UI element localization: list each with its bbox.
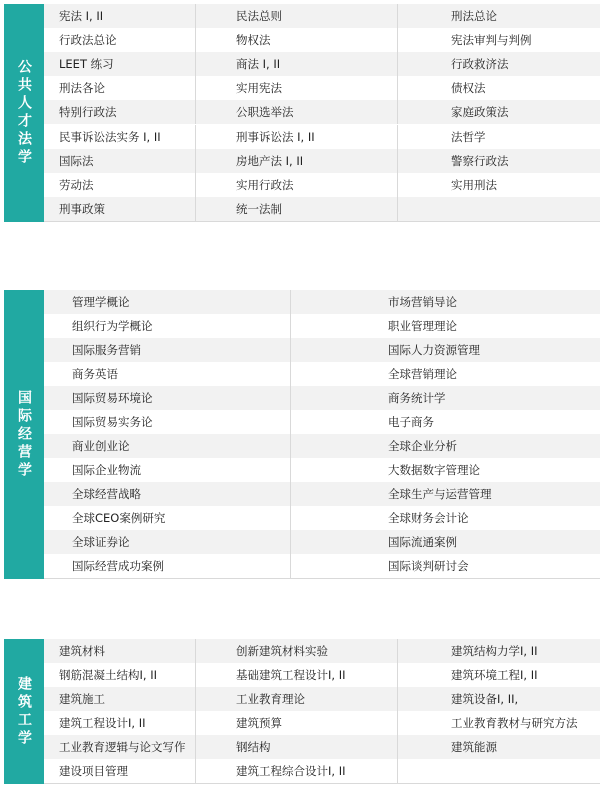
course-cell: 工业教育理论 (196, 687, 398, 711)
course-cell: 公职选举法 (196, 100, 398, 124)
section-international-business (4, 290, 600, 579)
course-cell: 全球生产与运营管理 (291, 482, 600, 506)
course-cell: 基础建筑工程设计I, II (196, 663, 398, 687)
course-cell: 商业创业论 (44, 434, 291, 458)
course-cell: 刑法各论 (44, 76, 196, 100)
course-cell: 刑事诉讼法 I, II (196, 125, 398, 149)
course-cell: 实用行政法 (196, 173, 398, 197)
course-cell: 职业管理理论 (291, 314, 600, 338)
course-cell: 建筑设备I, II, (398, 687, 600, 711)
section-architecture-engineering (4, 639, 600, 784)
course-cell: 特别行政法 (44, 100, 196, 124)
course-grid (44, 639, 600, 784)
course-cell (398, 759, 600, 784)
course-cell: 建筑预算 (196, 711, 398, 735)
course-cell: 房地产法 I, II (196, 149, 398, 173)
course-grid (44, 290, 600, 579)
course-cell: 建筑工程设计I, II (44, 711, 196, 735)
course-cell: 国际法 (44, 149, 196, 173)
course-cell: 债权法 (398, 76, 600, 100)
course-cell: 国际企业物流 (44, 458, 291, 482)
course-cell: 全球企业分析 (291, 434, 600, 458)
course-cell: 工业教育逻辑与论文写作 (44, 735, 196, 759)
section-label: 公共人才法学 (16, 59, 32, 167)
course-cell: 民法总则 (196, 4, 398, 28)
course-cell: 国际谈判研讨会 (291, 554, 600, 579)
course-cell: 国际人力资源管理 (291, 338, 600, 362)
course-cell: 全球财务会计论 (291, 506, 600, 530)
course-cell: 商务英语 (44, 362, 291, 386)
course-cell: 建筑结构力学I, II (398, 639, 600, 663)
course-cell: 建筑工程综合设计I, II (196, 759, 398, 784)
course-cell: 实用刑法 (398, 173, 600, 197)
course-cell: 创新建筑材料实验 (196, 639, 398, 663)
course-grid (44, 4, 600, 222)
course-cell: 钢结构 (196, 735, 398, 759)
course-cell: 劳动法 (44, 173, 196, 197)
course-cell: 全球营销理论 (291, 362, 600, 386)
course-cell: 建筑能源 (398, 735, 600, 759)
course-cell: LEET 练习 (44, 52, 196, 76)
course-cell: 统一法制 (196, 197, 398, 222)
course-cell: 宪法 I, II (44, 4, 196, 28)
course-cell: 警察行政法 (398, 149, 600, 173)
course-cell: 国际贸易环境论 (44, 386, 291, 410)
section-label-bar (4, 639, 44, 784)
course-cell (398, 197, 600, 222)
section-label: 建筑工学 (16, 675, 32, 748)
section-label: 国际经营学 (16, 389, 32, 480)
course-cell: 国际经营成功案例 (44, 554, 291, 579)
course-cell: 商法 I, II (196, 52, 398, 76)
course-cell: 民事诉讼法实务 I, II (44, 125, 196, 149)
course-cell: 国际服务营销 (44, 338, 291, 362)
course-cell: 刑事政策 (44, 197, 196, 222)
course-cell: 建筑施工 (44, 687, 196, 711)
course-cell: 全球证券论 (44, 530, 291, 554)
course-cell: 建筑环境工程I, II (398, 663, 600, 687)
course-cell: 全球经营战略 (44, 482, 291, 506)
course-cell: 刑法总论 (398, 4, 600, 28)
section-label-bar (4, 290, 44, 579)
course-cell: 家庭政策法 (398, 100, 600, 124)
course-cell: 组织行为学概论 (44, 314, 291, 338)
course-cell: 行政法总论 (44, 28, 196, 52)
section-public-law (4, 4, 600, 222)
course-cell: 电子商务 (291, 410, 600, 434)
course-cell: 实用宪法 (196, 76, 398, 100)
course-cell: 宪法审判与判例 (398, 28, 600, 52)
course-cell: 国际流通案例 (291, 530, 600, 554)
section-label-bar (4, 4, 44, 222)
course-cell: 全球CEO案例研究 (44, 506, 291, 530)
course-cell: 建筑材料 (44, 639, 196, 663)
course-cell: 商务统计学 (291, 386, 600, 410)
course-cell: 物权法 (196, 28, 398, 52)
course-cell: 大数据数字管理论 (291, 458, 600, 482)
course-cell: 建设项目管理 (44, 759, 196, 784)
course-cell: 国际贸易实务论 (44, 410, 291, 434)
course-cell: 管理学概论 (44, 290, 291, 314)
course-cell: 钢筋混凝土结构I, II (44, 663, 196, 687)
course-cell: 法哲学 (398, 125, 600, 149)
course-cell: 市场营销导论 (291, 290, 600, 314)
course-cell: 工业教育教材与研究方法 (398, 711, 600, 735)
course-cell: 行政救济法 (398, 52, 600, 76)
